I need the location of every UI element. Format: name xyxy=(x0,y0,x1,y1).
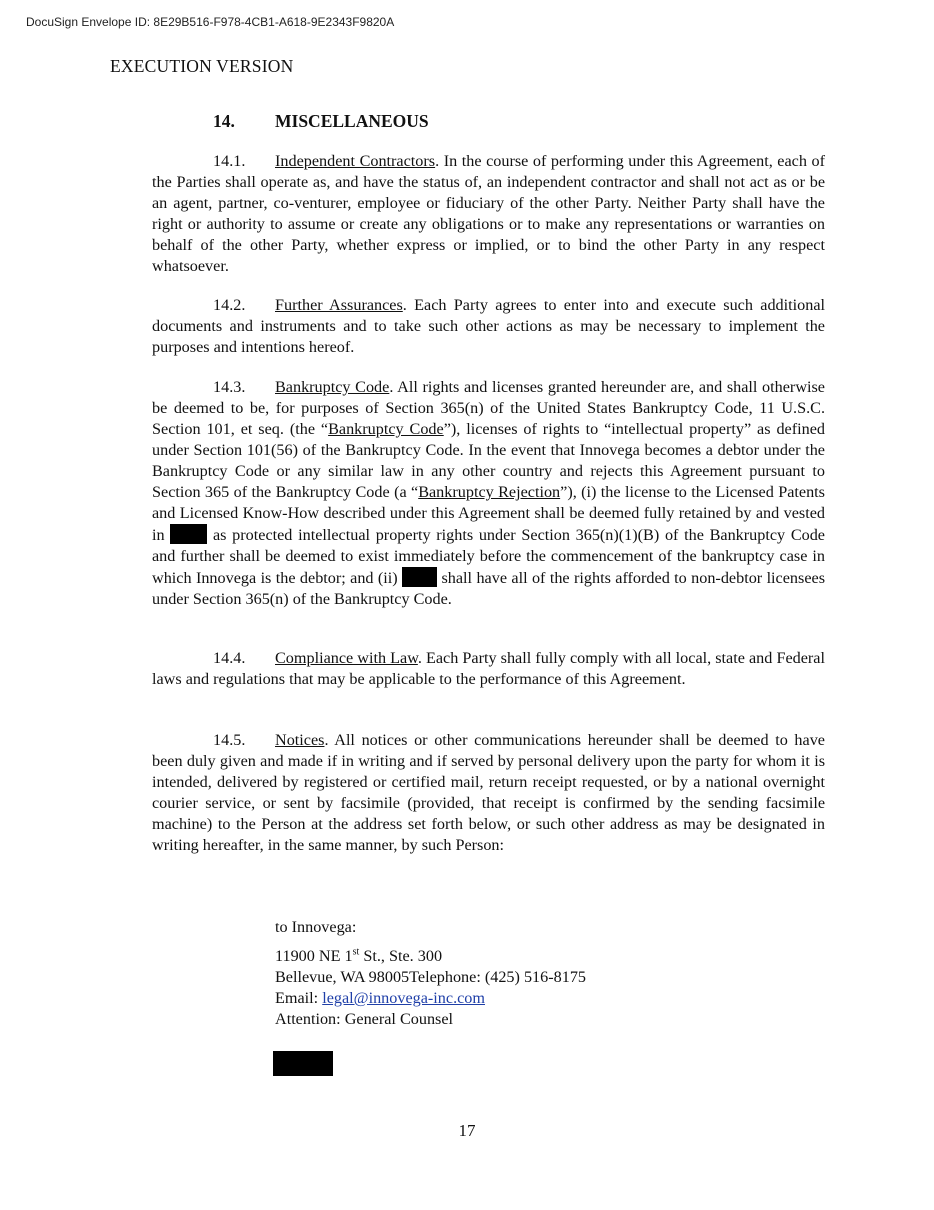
redaction-block xyxy=(170,524,207,544)
street-prefix: 11900 NE 1 xyxy=(275,947,353,965)
clause-text: ”), (i) the license to the Licensed Patents and Licensed Know-How described under this Agreement shall be deemed fully retained by and vested in xyxy=(152,483,825,544)
clause-14-1 xyxy=(152,151,825,277)
redaction-block xyxy=(402,567,437,587)
clause-14-4 xyxy=(152,648,825,690)
clause-text: . All rights and licenses granted hereunder are, and shall otherwise be deemed to be, for purposes of Section 365(n) of the United States Bankruptcy Code, 11 U.S.C. Section 101, et seq. (the “ xyxy=(152,378,825,438)
defined-term: Bankruptcy Rejection xyxy=(418,483,561,501)
email-label: Email: xyxy=(275,989,323,1007)
clause-title: Independent Contractors xyxy=(275,152,436,170)
defined-term: Bankruptcy Code xyxy=(328,420,444,438)
notice-address-block xyxy=(275,946,586,1030)
redaction-block xyxy=(273,1051,333,1076)
street-suffix: St., Ste. 300 xyxy=(359,947,443,965)
clause-title: Notices xyxy=(275,731,325,749)
city-phone-line: Bellevue, WA 98005Telephone: (425) 516-8175 xyxy=(275,968,587,986)
clause-text: shall have all of the rights afforded to non-debtor licensees under Section 365(n) of the Bankruptcy Code. xyxy=(152,569,825,608)
execution-version-label: EXECUTION VERSION xyxy=(110,56,294,76)
clause-text: ”), licenses of rights to “intellectual property” as defined under Section 101(56) of the Bankruptcy Code. In the event that Innovega becomes a debtor under the Bankruptcy Code or any similar law in any other country and rejects this Agreement pursuant to Section 365 of the Bankruptcy Code (a “ xyxy=(152,420,825,501)
email-link[interactable]: legal@innovega-inc.com xyxy=(322,989,485,1007)
clause-14-2 xyxy=(152,295,825,358)
section-title: MISCELLANEOUS xyxy=(275,111,429,131)
clause-text: . Each Party agrees to enter into and execute such additional documents and instruments and to take such other actions as may be necessary to implement the purposes and intentions hereof. xyxy=(152,296,825,356)
clause-title: Bankruptcy Code xyxy=(275,378,390,396)
clause-number: 14.5. xyxy=(213,731,246,749)
clause-number: 14.3. xyxy=(213,378,246,396)
clause-number: 14.4. xyxy=(213,649,246,667)
attention-line: Attention: General Counsel xyxy=(275,1010,454,1028)
email-line xyxy=(275,988,586,1009)
clause-text: . In the course of performing under this Agreement, each of the Parties shall operate as, and have the status of, an independent contractor and shall not act as or be an agent, partner, co-venturer, employee or fiduciary of the other Party. Neither Party shall have the right or authority to assume or create any obligations or to make any representations or warranties on behalf of the other Party, whether express or implied, or to bind the other Party in any respect whatsoever. xyxy=(152,152,825,275)
clause-14-5 xyxy=(152,730,825,856)
street-ordinal: st xyxy=(352,946,360,958)
street-line xyxy=(275,946,586,967)
clause-title: Compliance with Law xyxy=(275,649,418,667)
clause-text: . Each Party shall fully comply with all local, state and Federal laws and regulations that may be applicable to the performance of this Agreement. xyxy=(152,649,825,688)
clause-number: 14.1. xyxy=(213,152,246,170)
notice-recipient: to Innovega: xyxy=(275,918,357,936)
clause-text: . All notices or other communications hereunder shall be deemed to have been duly given and made if in writing and if served by personal delivery upon the party for whom it is intended, delivered by registered or certified mail, return receipt requested, or by a national overnight courier service, or sent by facsimile (provided, that receipt is confirmed by the sending facsimile machine) to the Person at the address set forth below, or such other address as may be designated in writing hereafter, in the same manner, by such Person: xyxy=(152,731,825,854)
section-number: 14. xyxy=(213,111,235,131)
clause-14-3 xyxy=(152,377,825,610)
docusign-envelope-id: DocuSign Envelope ID: 8E29B516-F978-4CB1-A618-9E2343F9820A xyxy=(26,15,395,29)
clause-title: Further Assurances xyxy=(275,296,403,314)
clause-number: 14.2. xyxy=(213,296,246,314)
clause-text: as protected intellectual property rights under Section 365(n)(1)(B) of the Bankruptcy Code and further shall be deemed to exist immediately before the commencement of the bankruptcy case in which Innovega is the debtor; and (ii) xyxy=(152,526,825,587)
section-heading xyxy=(213,111,429,132)
page-number: 17 xyxy=(458,1121,476,1140)
